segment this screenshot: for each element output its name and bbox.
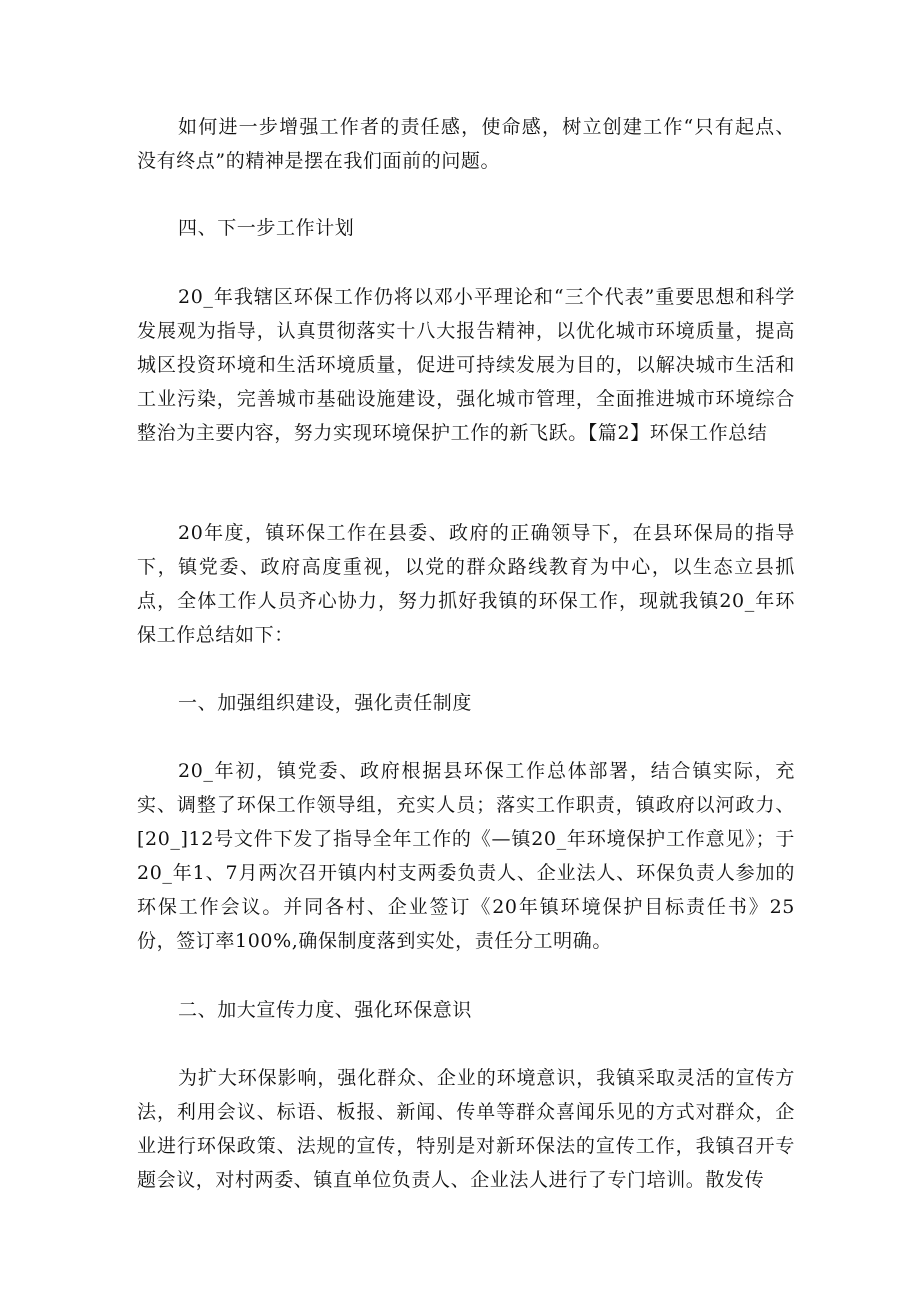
paragraph-publicity-details: 为扩大环保影响，强化群众、企业的环境意识，我镇采取灵活的宣传方法，利用会议、标语、板报、新闻、传单等群众喜闻乐见的方式对群众，企业进行环保政策、法规的宣传，特别是对新环保法的宣传工作，我镇召开专题会议，对村两委、镇直单位负责人、企业法人进行了专门培训。散发传 <box>137 1067 795 1191</box>
heading-publicity: 二、加大宣传力度、强化环保意识 <box>178 999 473 1021</box>
paragraph-organization-details: 20_年初，镇党委、政府根据县环保工作总体部署，结合镇实际，充实、调整了环保工作领导组，充实人员；落实工作职责，镇政府以河政力、[20_]12号文件下发了指导全年工作的《—镇20_年环境保护工作意见》；于20_年1、7月两次召开镇内村支两委负责人、企业法人、环保负责人参加的环保工作会议。并同各村、企业签订《20年镇环境保护目标责任书》25份，签订率100%,确保制度落到实处，责任分工明确。 <box>137 760 795 952</box>
heading-next-step-plan: 四、下一步工作计划 <box>178 217 355 239</box>
paragraph-plan-details: 20_年我辖区环保工作仍将以邓小平理论和“三个代表”重要思想和科学发展观为指导，认真贯彻落实十八大报告精神，以优化城市环境质量，提高城区投资环境和生活环境质量，促进可持续发展为目的，以解决城市生活和工业污染，完善城市基础设施建设，强化城市管理，全面推进城市环境综合整治为主要内容，努力实现环境保护工作的新飞跃。【篇2】环保工作总结 <box>137 286 795 444</box>
paragraph-annual-summary-intro: 20年度，镇环保工作在县委、政府的正确领导下，在县环保局的指导下，镇党委、政府高度重视，以党的群众路线教育为中心，以生态立县抓点，全体工作人员齐心协力，努力抓好我镇的环保工作，现就我镇20_年环保工作总结如下： <box>137 522 795 646</box>
heading-organization-building: 一、加强组织建设，强化责任制度 <box>178 692 473 714</box>
paragraph-responsibility: 如何进一步增强工作者的责任感，使命感，树立创建工作“只有起点、没有终点”的精神是摆在我们面前的问题。 <box>137 116 795 172</box>
